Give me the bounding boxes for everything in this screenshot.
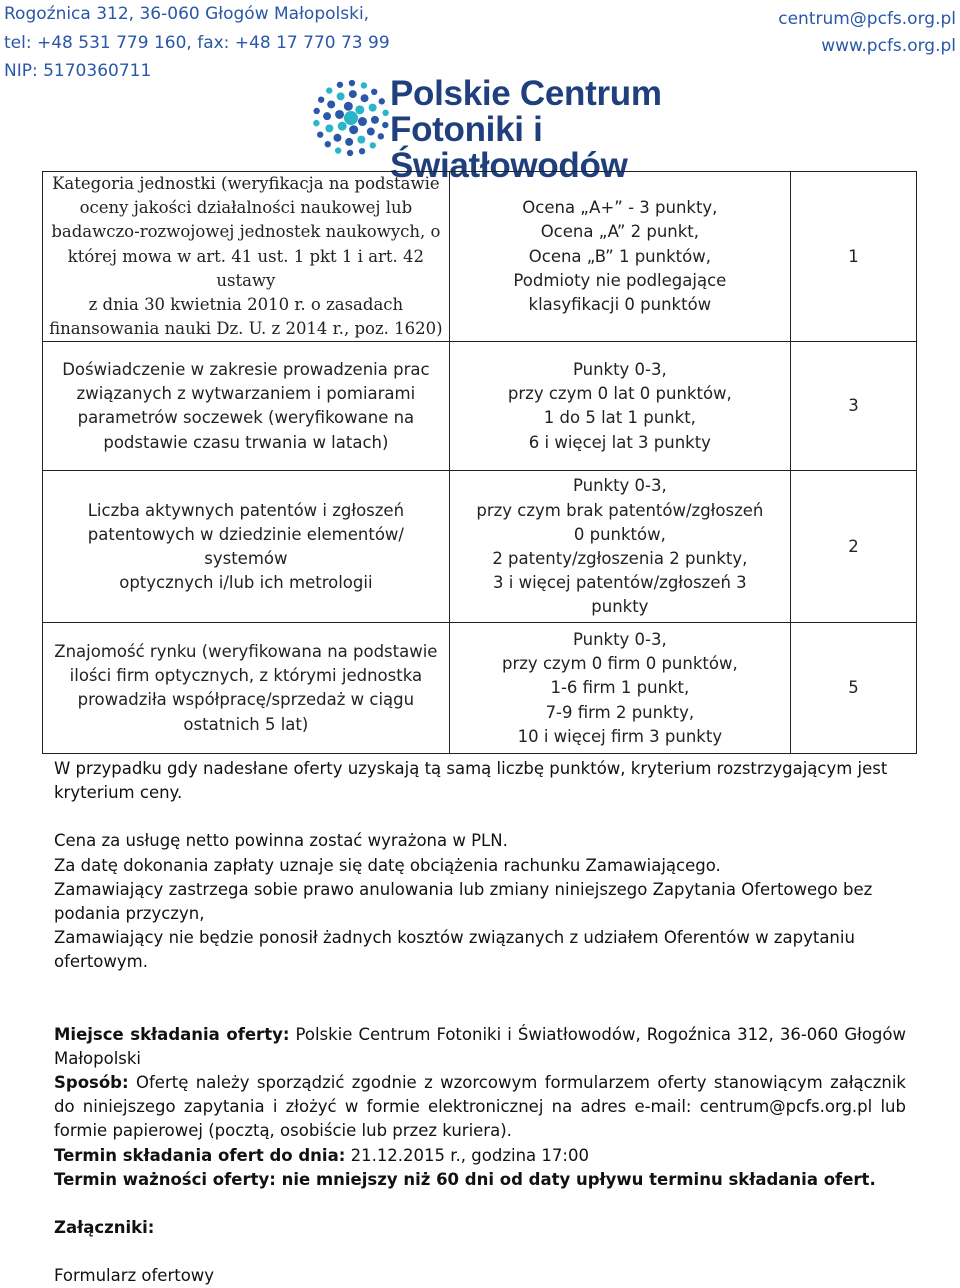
cell-line: podstawie czasu trwania w latach) bbox=[103, 432, 389, 452]
cell-line: 2 patenty/zgłoszenia 2 punkty, bbox=[492, 548, 748, 568]
cell-line: związanych z wytwarzaniem i pomiarami bbox=[76, 384, 416, 404]
submission-place-label: Miejsce składania oferty: bbox=[54, 1024, 290, 1044]
deadline-label: Termin składania ofert do dnia: bbox=[54, 1145, 346, 1165]
cell-line: Punkty 0-3, bbox=[572, 629, 667, 649]
scoring-lines bbox=[456, 628, 784, 749]
table-row bbox=[43, 342, 917, 471]
submission-place-value: Polskie Centrum Fotoniki i Światłowodów, Rogoźnica 312, 36-060 Głogów Małopolski bbox=[54, 1024, 906, 1068]
scoring-lines bbox=[456, 358, 784, 455]
phone-fax-line: tel: +48 531 779 160, fax: +48 17 770 73 99 bbox=[4, 32, 390, 53]
submission-method-value: Ofertę należy sporządzić zgodnie z wzorcowym formularzem oferty stanowiącym załącznik do niniejszego zapytania i złożyć w formie elektronicznej na adres e-mail: centrum@pcfs.org.pl lub formie papierowej (pocztą, osobiście lub przez kuriera). bbox=[54, 1073, 906, 1141]
website-link[interactable]: www.pcfs.org.pl bbox=[821, 36, 956, 56]
criterion-weight: 5 bbox=[790, 623, 916, 754]
table-row bbox=[43, 172, 917, 342]
email-link[interactable]: centrum@pcfs.org.pl bbox=[778, 9, 956, 29]
criterion-weight: 1 bbox=[790, 172, 916, 342]
description-lines bbox=[49, 358, 443, 455]
criterion-description bbox=[43, 172, 450, 342]
criterion-scoring bbox=[449, 471, 790, 623]
cell-line: klasyfikacji 0 punktów bbox=[528, 295, 712, 315]
logo-line-2: Fotoniki i Światłowodów bbox=[390, 110, 628, 185]
logo-wordmark bbox=[390, 76, 762, 184]
cell-line: 1 do 5 lat 1 punkt, bbox=[543, 408, 696, 428]
submission-deadline bbox=[54, 1144, 906, 1168]
cell-line: prowadziła współpracę/sprzedaż w ciągu bbox=[77, 690, 415, 710]
cell-line: przy czym 0 firm 0 punktów, bbox=[502, 654, 738, 674]
cell-line: 1-6 firm 1 punkt, bbox=[550, 678, 690, 698]
criterion-scoring bbox=[449, 172, 790, 342]
offer-terms bbox=[54, 757, 906, 1288]
cell-line: oceny jakości działalności naukowej lub bbox=[79, 198, 413, 218]
cell-line: punkty bbox=[591, 597, 649, 617]
scoring-lines bbox=[456, 474, 784, 619]
cell-line: z dnia 30 kwietnia 2010 r. o zasadach bbox=[88, 295, 404, 315]
cell-line: Znajomość rynku (weryfikowana na podstawie bbox=[54, 642, 438, 662]
nip-line: NIP: 5170360711 bbox=[4, 61, 152, 81]
criterion-scoring bbox=[449, 342, 790, 471]
cell-line: badawczo-rozwojowej jednostek naukowych, o bbox=[51, 222, 441, 242]
logo-mark-icon bbox=[312, 70, 390, 166]
price-currency-text: Cena za usługę netto powinna zostać wyrażona w PLN. bbox=[54, 831, 508, 851]
table-row bbox=[43, 623, 917, 754]
right-reserved-text: Zamawiający zastrzega sobie prawo anulowania lub zmiany niniejszego Zapytania Ofertowego bez podania przyczyn, bbox=[54, 879, 873, 924]
cell-line: Podmioty nie podlegające bbox=[513, 270, 727, 290]
validity-text: Termin ważności oferty: nie mniejszy niż 60 dni od daty upływu terminu składania ofert. bbox=[54, 1169, 876, 1189]
cell-line: przy czym 0 lat 0 punktów, bbox=[507, 384, 732, 404]
cell-line: której mowa w art. 41 ust. 1 pkt 1 i art. 42 ustawy bbox=[67, 246, 425, 290]
criterion-description bbox=[43, 342, 450, 471]
description-lines bbox=[49, 499, 443, 596]
cell-line: 6 i więcej lat 3 punkty bbox=[528, 432, 711, 452]
criterion-weight: 3 bbox=[790, 342, 916, 471]
cell-line: 3 i więcej patentów/zgłoszeń 3 bbox=[493, 573, 747, 593]
cell-line: ostatnich 5 lat) bbox=[183, 714, 309, 734]
criterion-weight: 2 bbox=[790, 471, 916, 623]
scoring-lines bbox=[456, 196, 784, 317]
company-logo bbox=[312, 70, 762, 185]
cell-line: Ocena „A” 2 punkt, bbox=[540, 222, 700, 242]
cell-line: Ocena „A+” - 3 punkty, bbox=[522, 198, 718, 218]
submission-place bbox=[54, 1023, 906, 1071]
submission-method bbox=[54, 1071, 906, 1144]
tie-rule-text: W przypadku gdy nadesłane oferty uzyskają tą samą liczbę punktów, kryterium rozstrzygającym jest kryterium ceny. bbox=[54, 759, 888, 803]
cell-line: 10 i więcej firm 3 punkty bbox=[517, 726, 723, 746]
criterion-description bbox=[43, 623, 450, 754]
costs-text: Zamawiający nie będzie ponosił żadnych kosztów związanych z udziałem Oferentów w zapytaniu ofertowym. bbox=[54, 928, 855, 972]
attachments-heading bbox=[54, 1216, 906, 1240]
address-line: Rogoźnica 312, 36-060 Głogów Małopolski, bbox=[4, 4, 370, 24]
web-contact-block bbox=[778, 6, 956, 60]
payment-date-text: Za datę dokonania zapłaty uznaje się datę obciążenia rachunku Zamawiającego. bbox=[54, 855, 721, 875]
criteria-table bbox=[42, 171, 917, 754]
submission-method-label: Sposób: bbox=[54, 1073, 129, 1093]
cell-line: przy czym brak patentów/zgłoszeń bbox=[476, 500, 764, 520]
cell-line: parametrów soczewek (weryfikowane na bbox=[77, 408, 415, 428]
cell-line: finansowania nauki Dz. U. z 2014 r., poz. 1620) bbox=[49, 319, 443, 339]
criterion-scoring bbox=[449, 623, 790, 754]
cell-line: patentowych w dziedzinie elementów/ systemów bbox=[87, 524, 404, 568]
cell-line: Liczba aktywnych patentów i zgłoszeń bbox=[87, 500, 405, 520]
cell-line: Punkty 0-3, bbox=[572, 360, 667, 380]
offer-validity bbox=[54, 1168, 906, 1192]
attachments-label: Załączniki: bbox=[54, 1218, 155, 1238]
cell-line: 0 punktów, bbox=[573, 524, 666, 544]
description-lines bbox=[49, 640, 443, 737]
cell-line: Kategoria jednostki (weryfikacja na podstawie bbox=[52, 174, 440, 193]
cell-line: Doświadczenie w zakresie prowadzenia prac bbox=[62, 360, 430, 380]
logo-line-1: Polskie Centrum bbox=[390, 74, 662, 113]
criterion-description bbox=[43, 471, 450, 623]
deadline-value: 21.12.2015 r., godzina 17:00 bbox=[345, 1145, 589, 1165]
cell-line: Ocena „B” 1 punktów, bbox=[528, 246, 711, 266]
cell-line: 7-9 firm 2 punkty, bbox=[545, 702, 695, 722]
attachment-item: Formularz ofertowy bbox=[54, 1266, 215, 1286]
table-row bbox=[43, 471, 917, 623]
description-lines bbox=[49, 172, 443, 341]
cell-line: optycznych i/lub ich metrologii bbox=[119, 573, 373, 593]
cell-line: Punkty 0-3, bbox=[572, 476, 667, 496]
cell-line: ilości firm optycznych, z którymi jednostka bbox=[69, 666, 423, 686]
